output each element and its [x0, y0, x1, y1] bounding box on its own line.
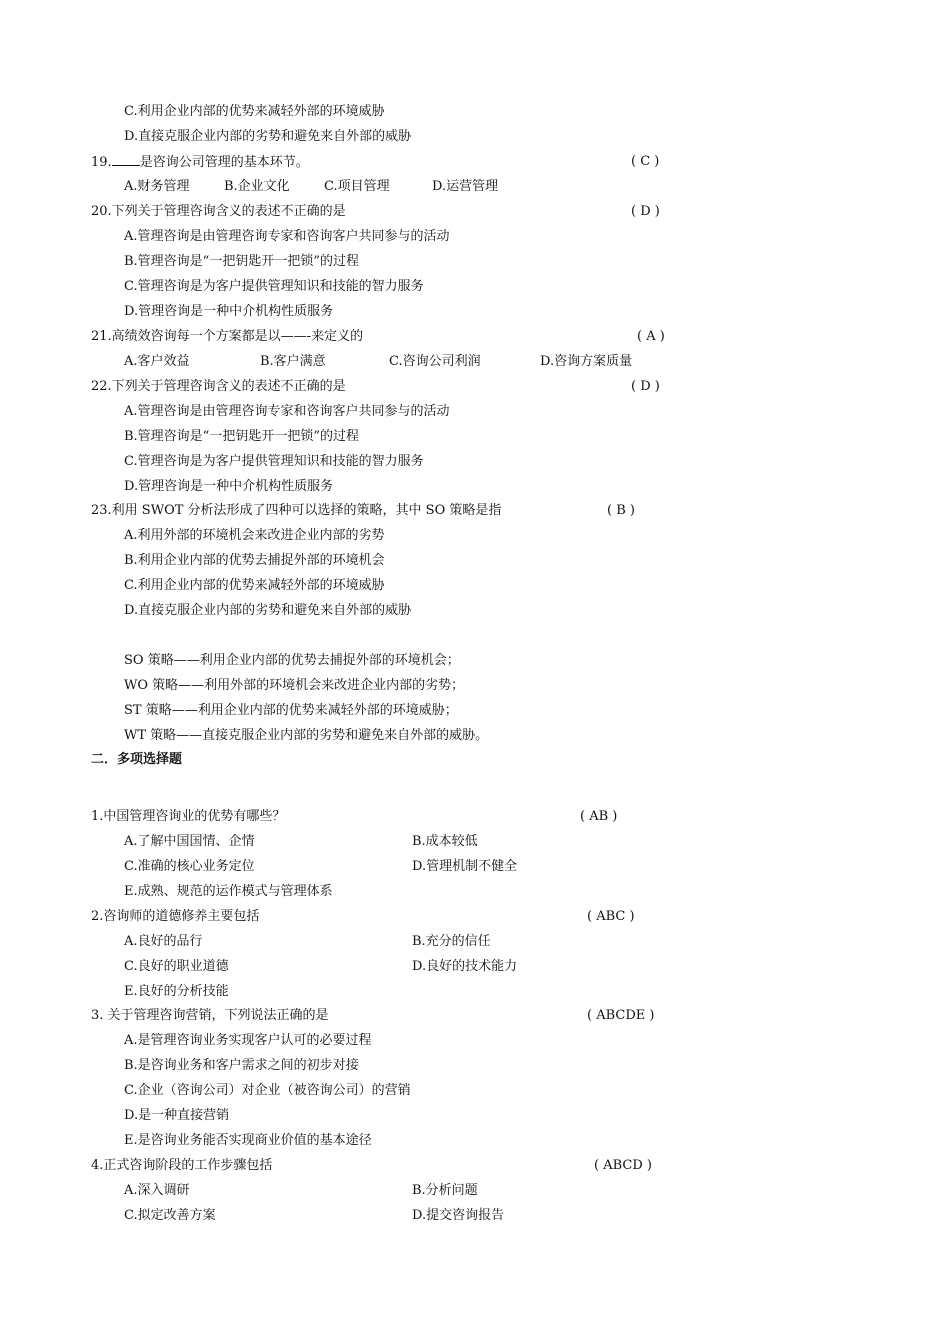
- m4-option-d: D.提交咨询报告: [412, 1208, 505, 1223]
- m1-stem: 1.中国管理咨询业的优势有哪些？: [91, 809, 286, 824]
- q20-option-b: B.管理咨询是“一把钥匙开一把锁”的过程: [124, 254, 359, 269]
- q20-answer: ( D ): [631, 204, 660, 219]
- m2-answer: ( ABC ): [587, 909, 635, 924]
- q19-blank: [112, 153, 140, 166]
- m2-option-b: B.充分的信任: [412, 934, 491, 949]
- section-title: 二．多项选择题: [91, 752, 183, 767]
- q21-option-d: D.咨询方案质量: [540, 354, 633, 369]
- q23-option-a: A.利用外部的环境机会来改进企业内部的劣势: [124, 528, 385, 543]
- q18-option-d: D.直接克服企业内部的劣势和避免来自外部的威胁: [124, 129, 412, 144]
- q22-answer: ( D ): [631, 379, 660, 394]
- note-st: ST 策略——利用企业内部的优势来减轻外部的环境威胁；: [124, 703, 458, 718]
- note-wt: WT 策略——直接克服企业内部的劣势和避免来自外部的威胁。: [124, 728, 489, 743]
- m3-option-c: C.企业（咨询公司）对企业（被咨询公司）的营销: [124, 1083, 411, 1098]
- q18-option-c: C.利用企业内部的优势来减轻外部的环境威胁: [124, 104, 385, 119]
- m2-stem: 2.咨询师的道德修养主要包括: [91, 909, 260, 924]
- m3-option-a: A.是管理咨询业务实现客户认可的必要过程: [124, 1033, 372, 1048]
- m4-option-c: C.拟定改善方案: [124, 1208, 216, 1223]
- q19-option-a: A.财务管理: [124, 179, 190, 194]
- q21-option-b: B.客户满意: [260, 354, 326, 369]
- q19-stem: [91, 153, 309, 172]
- m1-answer: ( AB ): [580, 809, 618, 824]
- q23-option-b: B.利用企业内部的优势去捕捉外部的环境机会: [124, 553, 385, 568]
- m4-answer: ( ABCD ): [594, 1158, 652, 1173]
- m2-option-a: A.良好的品行: [124, 934, 203, 949]
- q23-stem: 23.利用 SWOT 分析法形成了四种可以选择的策略，其中 SO 策略是指: [91, 503, 502, 518]
- q23-option-d: D.直接克服企业内部的劣势和避免来自外部的威胁: [124, 603, 412, 618]
- m3-option-e: E.是咨询业务能否实现商业价值的基本途径: [124, 1133, 372, 1148]
- m4-option-b: B.分析问题: [412, 1183, 478, 1198]
- m1-option-c: C.准确的核心业务定位: [124, 859, 255, 874]
- q21-answer: ( A ): [637, 329, 665, 344]
- q22-option-d: D.管理咨询是一种中介机构性质服务: [124, 479, 334, 494]
- q22-option-b: B.管理咨询是“一把钥匙开一把锁”的过程: [124, 429, 359, 444]
- q20-option-c: C.管理咨询是为客户提供管理知识和技能的智力服务: [124, 279, 424, 294]
- q23-option-c: C.利用企业内部的优势来减轻外部的环境威胁: [124, 578, 385, 593]
- m1-option-b: B.成本较低: [412, 834, 478, 849]
- m2-option-e: E.良好的分析技能: [124, 984, 229, 999]
- q21-stem: 21.高绩效咨询每一个方案都是以——-来定义的: [91, 329, 364, 344]
- m4-stem: 4.正式咨询阶段的工作步骤包括: [91, 1158, 273, 1173]
- q19-option-c: C.项目管理: [324, 179, 390, 194]
- q19-stem-text: 是咨询公司管理的基本环节。: [139, 155, 309, 170]
- m3-option-b: B.是咨询业务和客户需求之间的初步对接: [124, 1058, 359, 1073]
- m3-stem: 3. 关于管理咨询营销，下列说法正确的是: [91, 1008, 329, 1023]
- q19-number: 19.: [91, 155, 112, 170]
- q22-option-a: A.管理咨询是由管理咨询专家和咨询客户共同参与的活动: [124, 404, 450, 419]
- q21-option-c: C.咨询公司利润: [389, 354, 481, 369]
- m1-option-a: A.了解中国国情、企情: [124, 834, 255, 849]
- m2-option-c: C.良好的职业道德: [124, 959, 229, 974]
- m2-option-d: D.良好的技术能力: [412, 959, 518, 974]
- q20-option-a: A.管理咨询是由管理咨询专家和咨询客户共同参与的活动: [124, 229, 450, 244]
- q19-answer: ( C ): [631, 154, 660, 169]
- m1-option-d: D.管理机制不健全: [412, 859, 518, 874]
- note-wo: WO 策略——利用外部的环境机会来改进企业内部的劣势；: [124, 678, 465, 693]
- q22-option-c: C.管理咨询是为客户提供管理知识和技能的智力服务: [124, 454, 424, 469]
- q20-option-d: D.管理咨询是一种中介机构性质服务: [124, 304, 334, 319]
- q22-stem: 22.下列关于管理咨询含义的表述不正确的是: [91, 379, 346, 394]
- q21-option-a: A.客户效益: [124, 354, 190, 369]
- q20-stem: 20.下列关于管理咨询含义的表述不正确的是: [91, 204, 346, 219]
- note-so: SO 策略——利用企业内部的优势去捕捉外部的环境机会；: [124, 653, 460, 668]
- q19-option-b: B.企业文化: [224, 179, 290, 194]
- m3-answer: ( ABCDE ): [587, 1008, 655, 1023]
- q19-option-d: D.运营管理: [432, 179, 499, 194]
- q23-answer: ( B ): [607, 503, 635, 518]
- m1-option-e: E.成熟、规范的运作模式与管理体系: [124, 884, 333, 899]
- m3-option-d: D.是一种直接营销: [124, 1108, 230, 1123]
- m4-option-a: A.深入调研: [124, 1183, 190, 1198]
